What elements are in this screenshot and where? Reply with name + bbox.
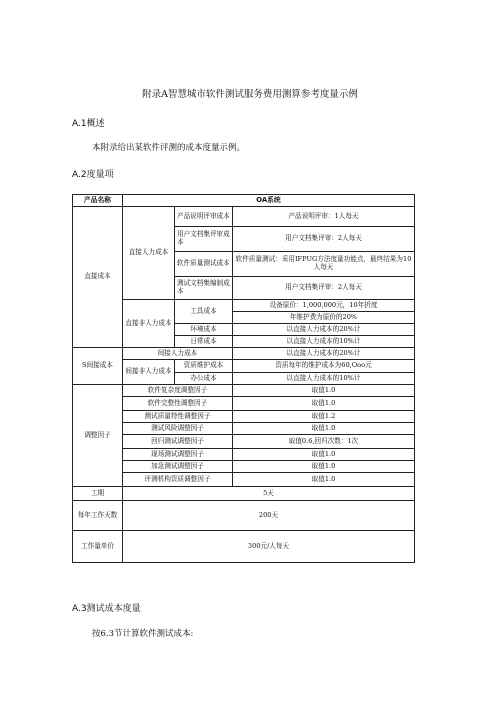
- period-label: 工期: [73, 487, 123, 501]
- adjust-factor-label: 调整因子: [73, 385, 123, 487]
- indirect-nonlabor-label: 间接非人力成本: [123, 360, 175, 385]
- unit-price-value: 300元/人每天: [123, 531, 415, 563]
- row-value: 以直接人力成本的10%计: [233, 373, 415, 385]
- factor-value: 取值1.0: [233, 449, 415, 461]
- row-value: 产品说明评审：1人每天: [233, 207, 415, 227]
- row-label: 间接人力成本: [123, 348, 233, 360]
- direct-nonlabor-label: 直接非人力成本: [123, 300, 175, 348]
- factor-value: 取值1.0: [233, 473, 415, 487]
- row-value: 资质每年的维护成本为60,Ooo元: [233, 360, 415, 373]
- page-title: 附录A智慧城市软件测试服务费用测算参考度量示例: [142, 89, 358, 100]
- row-value: 设备原价：1,000,000元，10年折度: [233, 300, 415, 312]
- factor-value: 取值1.2: [233, 411, 415, 423]
- row-value: 用户文档集评审：2人每天: [233, 227, 415, 252]
- section-a3-heading: A.3测试成本度量: [72, 604, 141, 614]
- factor-value: 取值1.0: [233, 423, 415, 435]
- row-label: 软件质量测试成本: [175, 252, 233, 277]
- factor-label: 评测机构资质调整因子: [123, 473, 233, 487]
- row-label: 资质维护成本: [175, 360, 233, 373]
- factor-label: 现场测试调整因子: [123, 449, 233, 461]
- annual-days-value: 200天: [123, 501, 415, 531]
- unit-price-label: 工作量单价: [73, 531, 123, 563]
- section-a2-heading: A.2度量项: [72, 170, 114, 180]
- row-value: 以直接人力成本的10%计: [233, 336, 415, 348]
- direct-labor-label: 直接人力成本: [123, 207, 175, 300]
- factor-label: 回归测试调整因子: [123, 435, 233, 449]
- row-value: 用户文档集评审：2人每天: [233, 277, 415, 300]
- header-name-label: 产品名称: [73, 195, 123, 207]
- annual-days-label: 每年工作天数: [73, 501, 123, 531]
- cost-measure-table: [72, 194, 415, 563]
- row-label: 测试文档集编制成本: [175, 277, 233, 300]
- period-value: 5天: [123, 487, 415, 501]
- factor-value: 取值1.0: [233, 461, 415, 473]
- row-value: 软件质量测试：采用IFPUG方法度量功能点，最终结果为10人每天: [233, 252, 415, 277]
- row-value: 以直接人力成本的20%计: [233, 348, 415, 360]
- factor-label: 测试质量特性调整因子: [123, 411, 233, 423]
- section-a3-text: 按6.3节计算软件测试成本:: [92, 629, 194, 639]
- factor-label: 加急测试调整因子: [123, 461, 233, 473]
- row-label: 日常成本: [175, 336, 233, 348]
- factor-label: 测试风险调整因子: [123, 423, 233, 435]
- row-label: 办公成本: [175, 373, 233, 385]
- row-label: 环境成本: [175, 324, 233, 336]
- row-label: 用户文档集评审成本: [175, 227, 233, 252]
- row-label: 工具成本: [175, 300, 233, 324]
- indirect-cost-label: S间接成本: [73, 348, 123, 385]
- section-a1-heading: A.1概述: [72, 119, 105, 129]
- factor-value: 取值1.0: [233, 397, 415, 411]
- row-value: 以直接人力成本的20%计: [233, 324, 415, 336]
- factor-value: 取值0.6,回归次数：1次: [233, 435, 415, 449]
- factor-label: 软件完整性调整因子: [123, 397, 233, 411]
- row-label: 产品说明评审成本: [175, 207, 233, 227]
- row-value: 年维护费为原价的20%: [233, 312, 415, 324]
- header-product-value: OA系统: [123, 195, 415, 207]
- factor-value: 取值1.0: [233, 385, 415, 397]
- section-a1-text: 本附录给出某软件评测的成本度量示例。: [92, 143, 246, 153]
- factor-label: 软件复杂度调整因子: [123, 385, 233, 397]
- direct-cost-label: 直接成本: [73, 207, 123, 348]
